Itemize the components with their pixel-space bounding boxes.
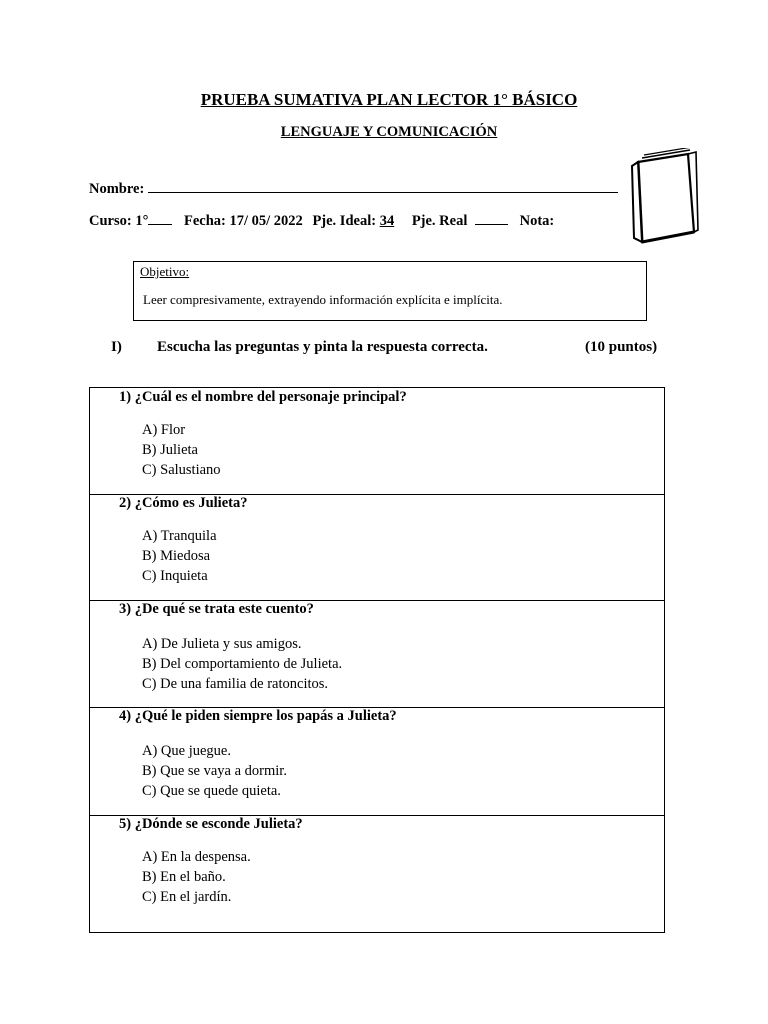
curso-label: Curso: 1°: [89, 213, 149, 229]
option-a[interactable]: A) De Julieta y sus amigos.: [142, 636, 302, 652]
pje-ideal-label: Pje. Ideal:: [312, 213, 377, 229]
option-b[interactable]: B) Miedosa: [142, 548, 211, 564]
curso-field[interactable]: [148, 212, 172, 225]
document-subtitle: LENGUAJE Y COMUNICACIÓN: [280, 124, 498, 140]
objective-label: Objetivo:: [140, 264, 190, 279]
option-c[interactable]: C) Que se quede quieta.: [142, 783, 281, 799]
book-icon: [630, 148, 700, 244]
question-text: 5) ¿Dónde se esconde Julieta?: [119, 816, 303, 832]
option-b[interactable]: B) Del comportamiento de Julieta.: [142, 656, 343, 672]
option-a[interactable]: A) Que juegue.: [142, 743, 231, 759]
name-row: [89, 180, 618, 198]
option-a[interactable]: A) En la despensa.: [142, 849, 251, 865]
option-b[interactable]: B) Que se vaya a dormir.: [142, 763, 287, 779]
option-c[interactable]: C) De una familia de ratoncitos.: [142, 676, 329, 692]
name-label: Nombre:: [89, 181, 145, 197]
pje-real-label: Pje. Real: [411, 213, 468, 229]
question-text: 4) ¿Qué le piden siempre los papás a Julieta?: [119, 708, 397, 724]
fecha-label: Fecha: 17/ 05/ 2022: [184, 213, 303, 229]
document-title: PRUEBA SUMATIVA PLAN LECTOR 1° BÁSICO: [200, 90, 578, 109]
question-4: [90, 707, 664, 816]
pje-real-field[interactable]: [475, 212, 508, 225]
option-c[interactable]: C) En el jardín.: [142, 889, 232, 905]
nota-label: Nota:: [519, 213, 555, 229]
section-number: I): [111, 339, 122, 355]
question-text: 1) ¿Cuál es el nombre del personaje principal?: [119, 389, 407, 405]
question-2: [90, 494, 664, 601]
objective-box: [133, 261, 647, 321]
objective-text: Leer compresivamente, extrayendo información explícita e implícita.: [143, 292, 503, 307]
name-field[interactable]: [148, 180, 618, 193]
section-instruction: Escucha las preguntas y pinta la respuesta correcta.: [157, 339, 488, 355]
pje-ideal-value: 34: [379, 213, 395, 229]
option-b[interactable]: B) Julieta: [142, 442, 198, 458]
option-b[interactable]: B) En el baño.: [142, 869, 226, 885]
section-points: (10 puntos): [585, 339, 658, 355]
question-5: [90, 815, 664, 933]
option-c[interactable]: C) Salustiano: [142, 462, 221, 478]
option-a[interactable]: A) Flor: [142, 422, 186, 438]
question-text: 2) ¿Cómo es Julieta?: [119, 495, 248, 511]
questions-table: [89, 387, 665, 933]
info-row: [89, 212, 554, 230]
question-1: [90, 388, 664, 495]
option-c[interactable]: C) Inquieta: [142, 568, 208, 584]
question-3: [90, 600, 664, 708]
option-a[interactable]: A) Tranquila: [142, 528, 217, 544]
question-text: 3) ¿De qué se trata este cuento?: [119, 601, 314, 617]
